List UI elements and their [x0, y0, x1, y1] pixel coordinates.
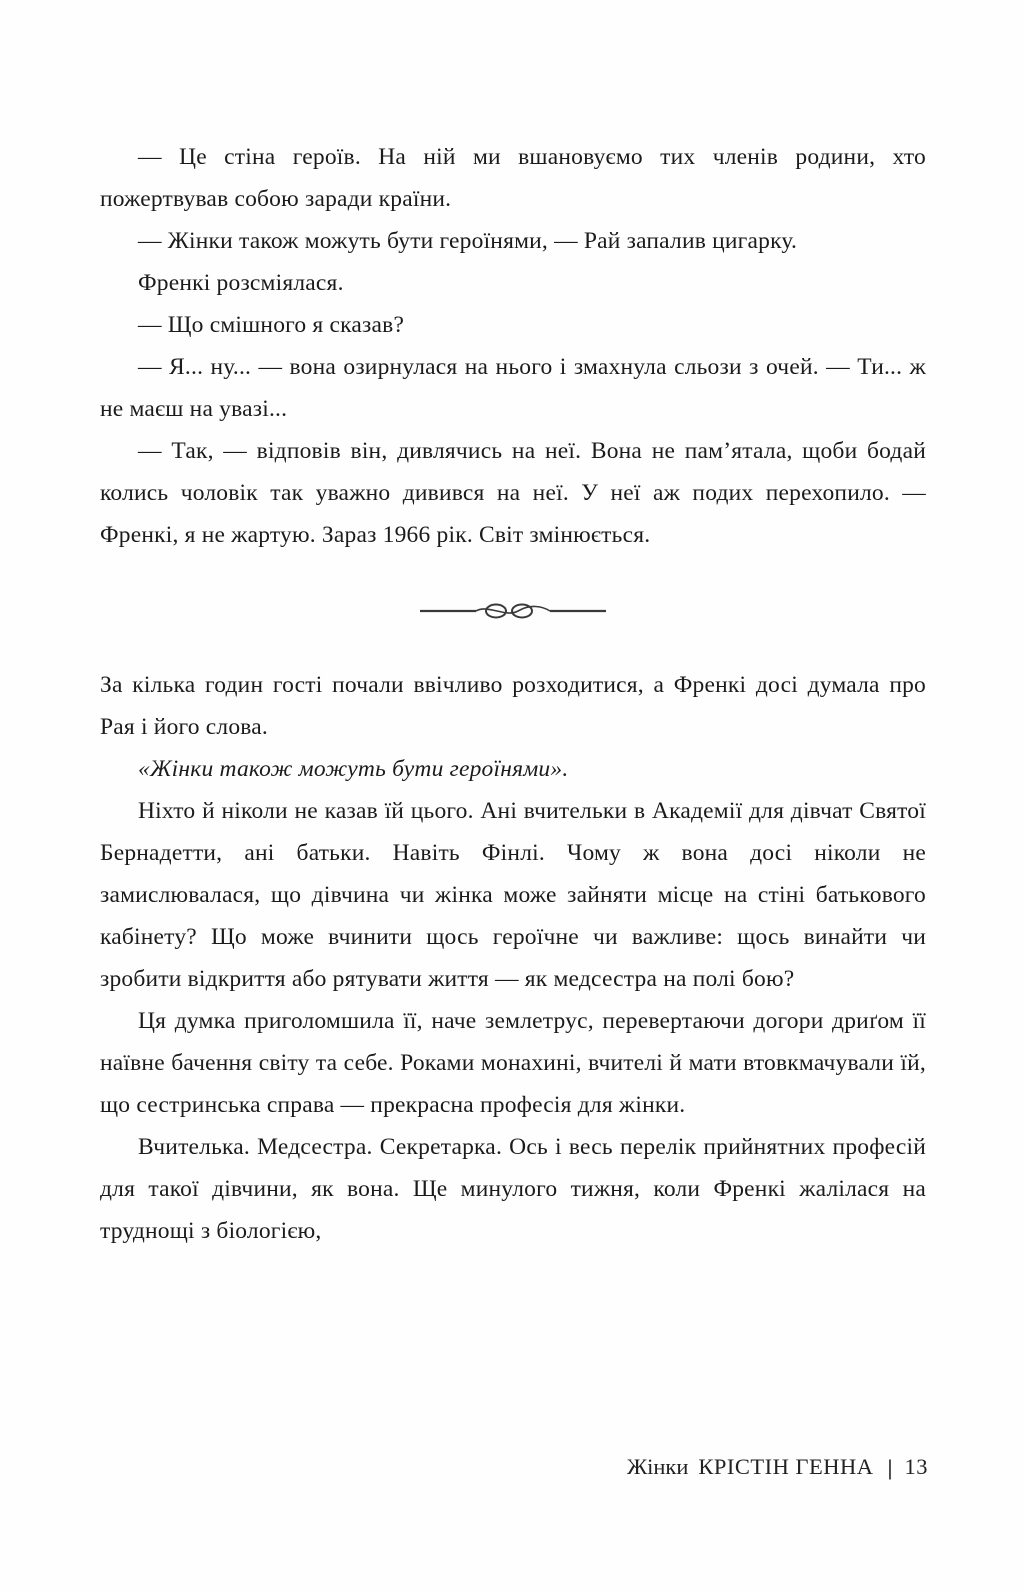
- running-footer: [627, 1452, 928, 1482]
- footer-page-number: 13: [904, 1454, 928, 1479]
- footer-author-name: КРІСТІН ГЕННА: [698, 1454, 874, 1479]
- paragraph: — Жінки також можуть бути героїнями, — Рай запалив цигарку.: [138, 228, 798, 254]
- paragraph: — Я... ну... — вона озирнулася на нього і змахнула сльози з очей. — Ти... ж не маєш на увазі...: [100, 354, 926, 422]
- footer-separator: |: [887, 1455, 893, 1480]
- section-divider: [418, 600, 608, 622]
- paragraph: — Так, — відповів він, дивлячись на неї. Вона не пам’ятала, щоби бодай колись чоловік так уважно дивився на неї. У неї аж подих перехопило. — Френкі, я не жартую. Зараз 1966 рік. Світ змінюється.: [100, 438, 926, 548]
- paragraph: Вчителька. Медсестра. Секретарка. Ось і весь перелік прийнятних професій для такої дівчини, як вона. Ще минулого тижня, коли Френкі жалілася на труднощі з біологією,: [100, 1134, 926, 1244]
- paragraph: — Що смішного я сказав?: [138, 312, 405, 338]
- paragraph: — Це стіна героїв. На ній ми вшановуємо тих членів родини, хто пожертвував собою заради країни.: [100, 144, 926, 212]
- paragraph: Ніхто й ніколи не казав їй цього. Ані вчительки в Академії для дівчат Святої Бернадетти, ані батьки. Навіть Фінлі. Чому ж вона досі ніколи не замислювалася, що дівчина чи жінка може зайняти місце на стіні батькового кабінету? Що може вчинити щось героїчне чи важливе: щось винайти чи зробити відкриття або рятувати життя — як медсестра на полі бою?: [100, 798, 926, 992]
- body-text: [100, 136, 926, 1252]
- footer-book-title: Жінки: [626, 1454, 689, 1479]
- paragraph-quote: «Жінки також можуть бути героїнями».: [138, 756, 569, 782]
- rope-knot-ornament-icon: [418, 600, 608, 622]
- paragraph: За кілька годин гості почали ввічливо розходитися, а Френкі досі думала про Рая і його слова.: [100, 672, 926, 740]
- paragraph: Ця думка приголомшила її, наче землетрус, перевертаючи догори дриґом її наївне бачення світу та себе. Роками монахині, вчителі й мати втовкмачували їй, що сестринська справа — прекрасна професія для жінки.: [100, 1008, 926, 1118]
- paragraph: Френкі розсміялася.: [138, 270, 344, 296]
